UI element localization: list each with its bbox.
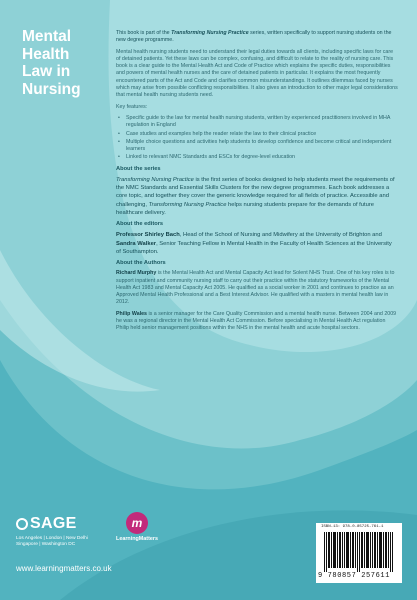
sage-ring-icon <box>16 518 28 530</box>
list-item: • Multiple choice questions and activities help students to develop confidence and become critical and independent learners <box>126 139 398 154</box>
learning-matters-icon: m <box>126 512 148 534</box>
series-name: Transforming Nursing Practice <box>148 201 227 208</box>
editor-name: Sandra Walker <box>116 240 157 247</box>
author-name: Richard Murphy <box>116 270 157 277</box>
series-text: is the first series of books designed to help students meet the requirements of the NMC Standards and Essential Skills Clusters for the new degree programmes. Each book addresses a core topic, and together they cover the generic knowledge required for all fields of practice. Accessible and challenging, <box>116 177 395 208</box>
book-title <box>22 28 92 98</box>
editor-text: , Head of the School of Nursing and Midwifery at the University of Brighton and <box>179 232 382 239</box>
series-heading: About the series <box>116 165 161 172</box>
intro-paragraph <box>116 30 398 45</box>
sage-cities: Los Angeles | London | New Delhi Singapore | Washington DC <box>16 536 88 547</box>
editors-heading: About the editors <box>116 221 164 228</box>
sage-name: SAGE <box>30 515 77 532</box>
list-item: • Case studies and examples help the reader relate the law to their clinical practice <box>126 131 398 138</box>
series-text: helps nursing students prepare for the demands of future healthcare delivery. <box>116 201 375 216</box>
learning-matters-name: LearningMatters <box>116 536 158 542</box>
features-label: Key features: <box>116 103 148 110</box>
series-name: Transforming Nursing Practice <box>171 30 249 36</box>
authors-heading: About the Authors <box>116 259 166 266</box>
back-cover-text <box>116 30 398 337</box>
sage-wordmark <box>16 515 91 533</box>
sage-logo <box>16 515 91 548</box>
isbn-barcode <box>316 523 402 583</box>
author-paragraph <box>116 311 398 333</box>
list-item: • Linked to relevant NMC Standards and ESCs for degree-level education <box>126 154 398 161</box>
title-line: Nursing <box>22 80 81 98</box>
isbn-number: 9 780857 257611 <box>318 572 391 580</box>
title-line: Law in <box>22 63 71 80</box>
isbn-label: ISBN-13: 978-0-85725-761-1 <box>321 525 384 529</box>
author-name: Philip Wales <box>116 310 148 317</box>
author-paragraph <box>116 270 398 306</box>
series-name: Transforming Nursing Practice <box>116 177 194 184</box>
barcode-bars <box>324 532 394 572</box>
intro-text: This book is part of the <box>116 30 172 36</box>
publisher-url[interactable]: www.learningmatters.co.uk <box>16 564 112 573</box>
title-line: Health <box>22 45 70 63</box>
features-list <box>116 115 398 162</box>
series-paragraph <box>116 176 398 217</box>
intro-text: series, written specifically to support nursing students on the new degree programme. <box>116 30 392 44</box>
editors-paragraph <box>116 231 398 256</box>
author-text: is the Mental Health Act and Mental Capacity Act lead for Solent NHS Trust. One of his key roles is to support inpatient and community nursing staff to carry out their practice within the statutory frameworks of the Mental Health Act 1983 and Mental Capacity Act 2005. He qualified as a social worker in 2001 and continues to practice as an Approved Mental Health Professional and a Best Interest Advisor. He qualified with a masters in mental health law in 2012. <box>116 270 395 306</box>
learning-matters-logo <box>107 512 167 542</box>
list-item: • Specific guide to the law for mental health nursing students, written by experienced practitioners involved in MHA regulation in England <box>126 115 398 130</box>
editor-name: Professor Shirley Bach <box>116 232 180 239</box>
author-text: is a senior manager for the Care Quality Commission and a mental health nurse. Between 2004 and 2009 he was a regional director in the Mental Health Act Commission. Before specialising in Mental Health Act regulation Philip held senior management positions within the NHS in the mental health and acute hospital sectors. <box>116 310 397 332</box>
editor-text: , Senior Teaching Fellow in Mental Health in the Faculty of Health Sciences at the University of Southampton. <box>116 240 392 255</box>
title-line: Mental <box>22 28 72 45</box>
description-paragraph: Mental health nursing students need to understand their legal duties towards all clients, including specific laws for care of detained patients. Yet these laws can be complex, confusing, and difficult to relate to the reality of nursing care. This book is a clear guide to the Mental Health Act and Code of Practice which explains the specific duties, responsibilities and powers of mental health nurses and the care of detained patients in particular. It explains the most frequently encountered parts of the Act and Code and clarifies common misunderstandings. It outlines dilemmas faced by nurses which may arise from possible conflicting responsibilities. It also gives an introduction to other major legal considerations that mental health nursing students need. <box>116 48 398 99</box>
